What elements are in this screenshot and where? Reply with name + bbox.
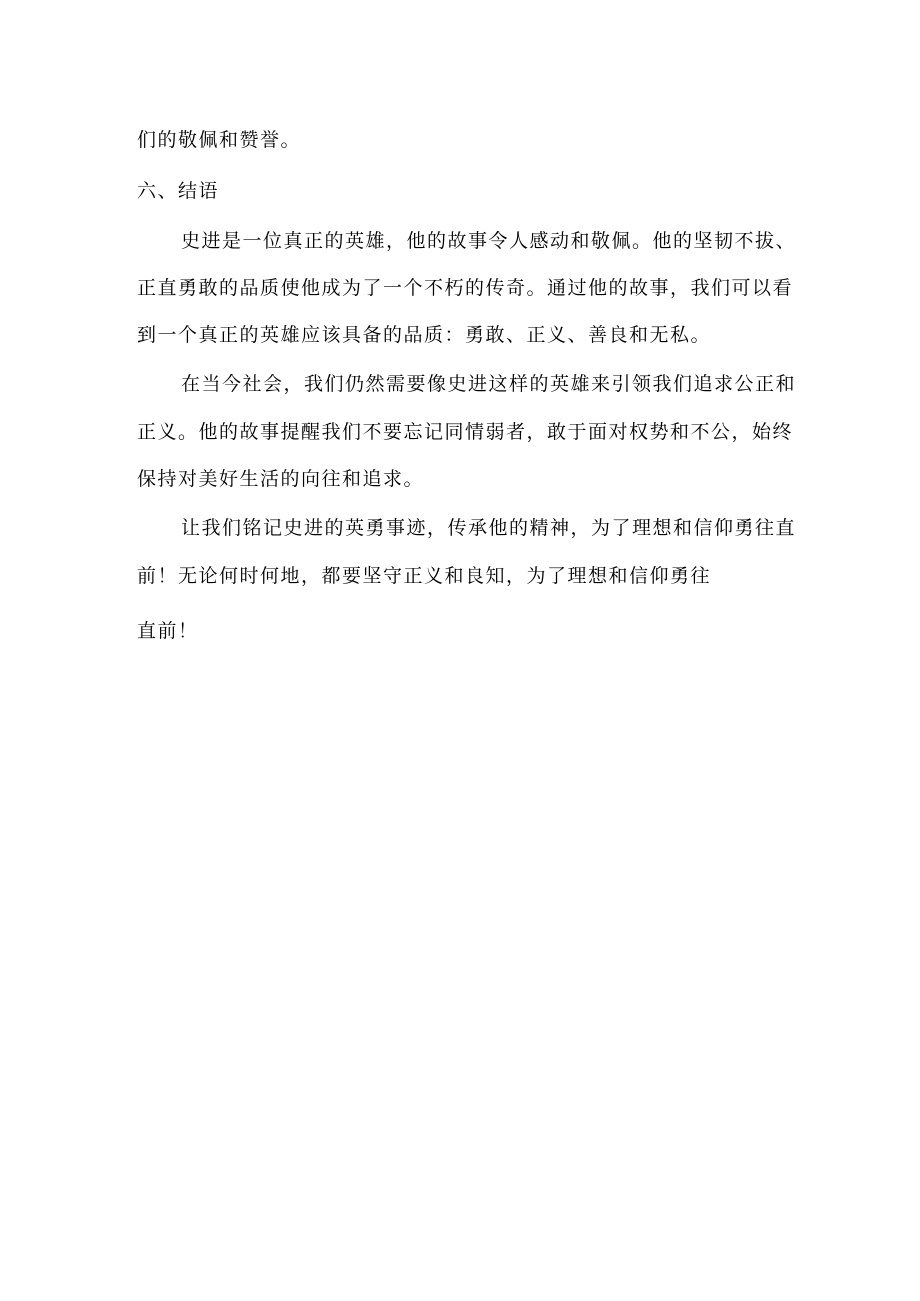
paragraph-3-line-2: 前！无论何时何地，都要坚守正义和良知，为了理想和信仰勇往 [137,565,712,587]
paragraph-1-line-2: 正直勇敢的品质使他成为了一个不朽的传奇。通过他的故事，我们可以看 [137,277,794,299]
paragraph-tail-line: 们的敬佩和赞誉。 [137,129,302,151]
paragraph-3-line-3: 直前！ [137,620,199,642]
paragraph-2-line-3: 保持对美好生活的向往和追求。 [137,468,425,490]
paragraph-2-line-2: 正义。他的故事提醒我们不要忘记同情弱者，敢于面对权势和不公，始终 [137,421,794,443]
paragraph-2-line-1: 在当今社会，我们仍然需要像史进这样的英雄来引领我们追求公正和 [181,373,797,395]
paragraph-1-line-3: 到一个真正的英雄应该具备的品质：勇敢、正义、善良和无私。 [137,324,712,346]
section-heading: 六、结语 [137,180,220,202]
paragraph-1-line-1: 史进是一位真正的英雄，他的故事令人感动和敬佩。他的坚韧不拔、 [181,230,797,252]
paragraph-3-line-1: 让我们铭记史进的英勇事迹，传承他的精神，为了理想和信仰勇往直 [181,517,797,539]
